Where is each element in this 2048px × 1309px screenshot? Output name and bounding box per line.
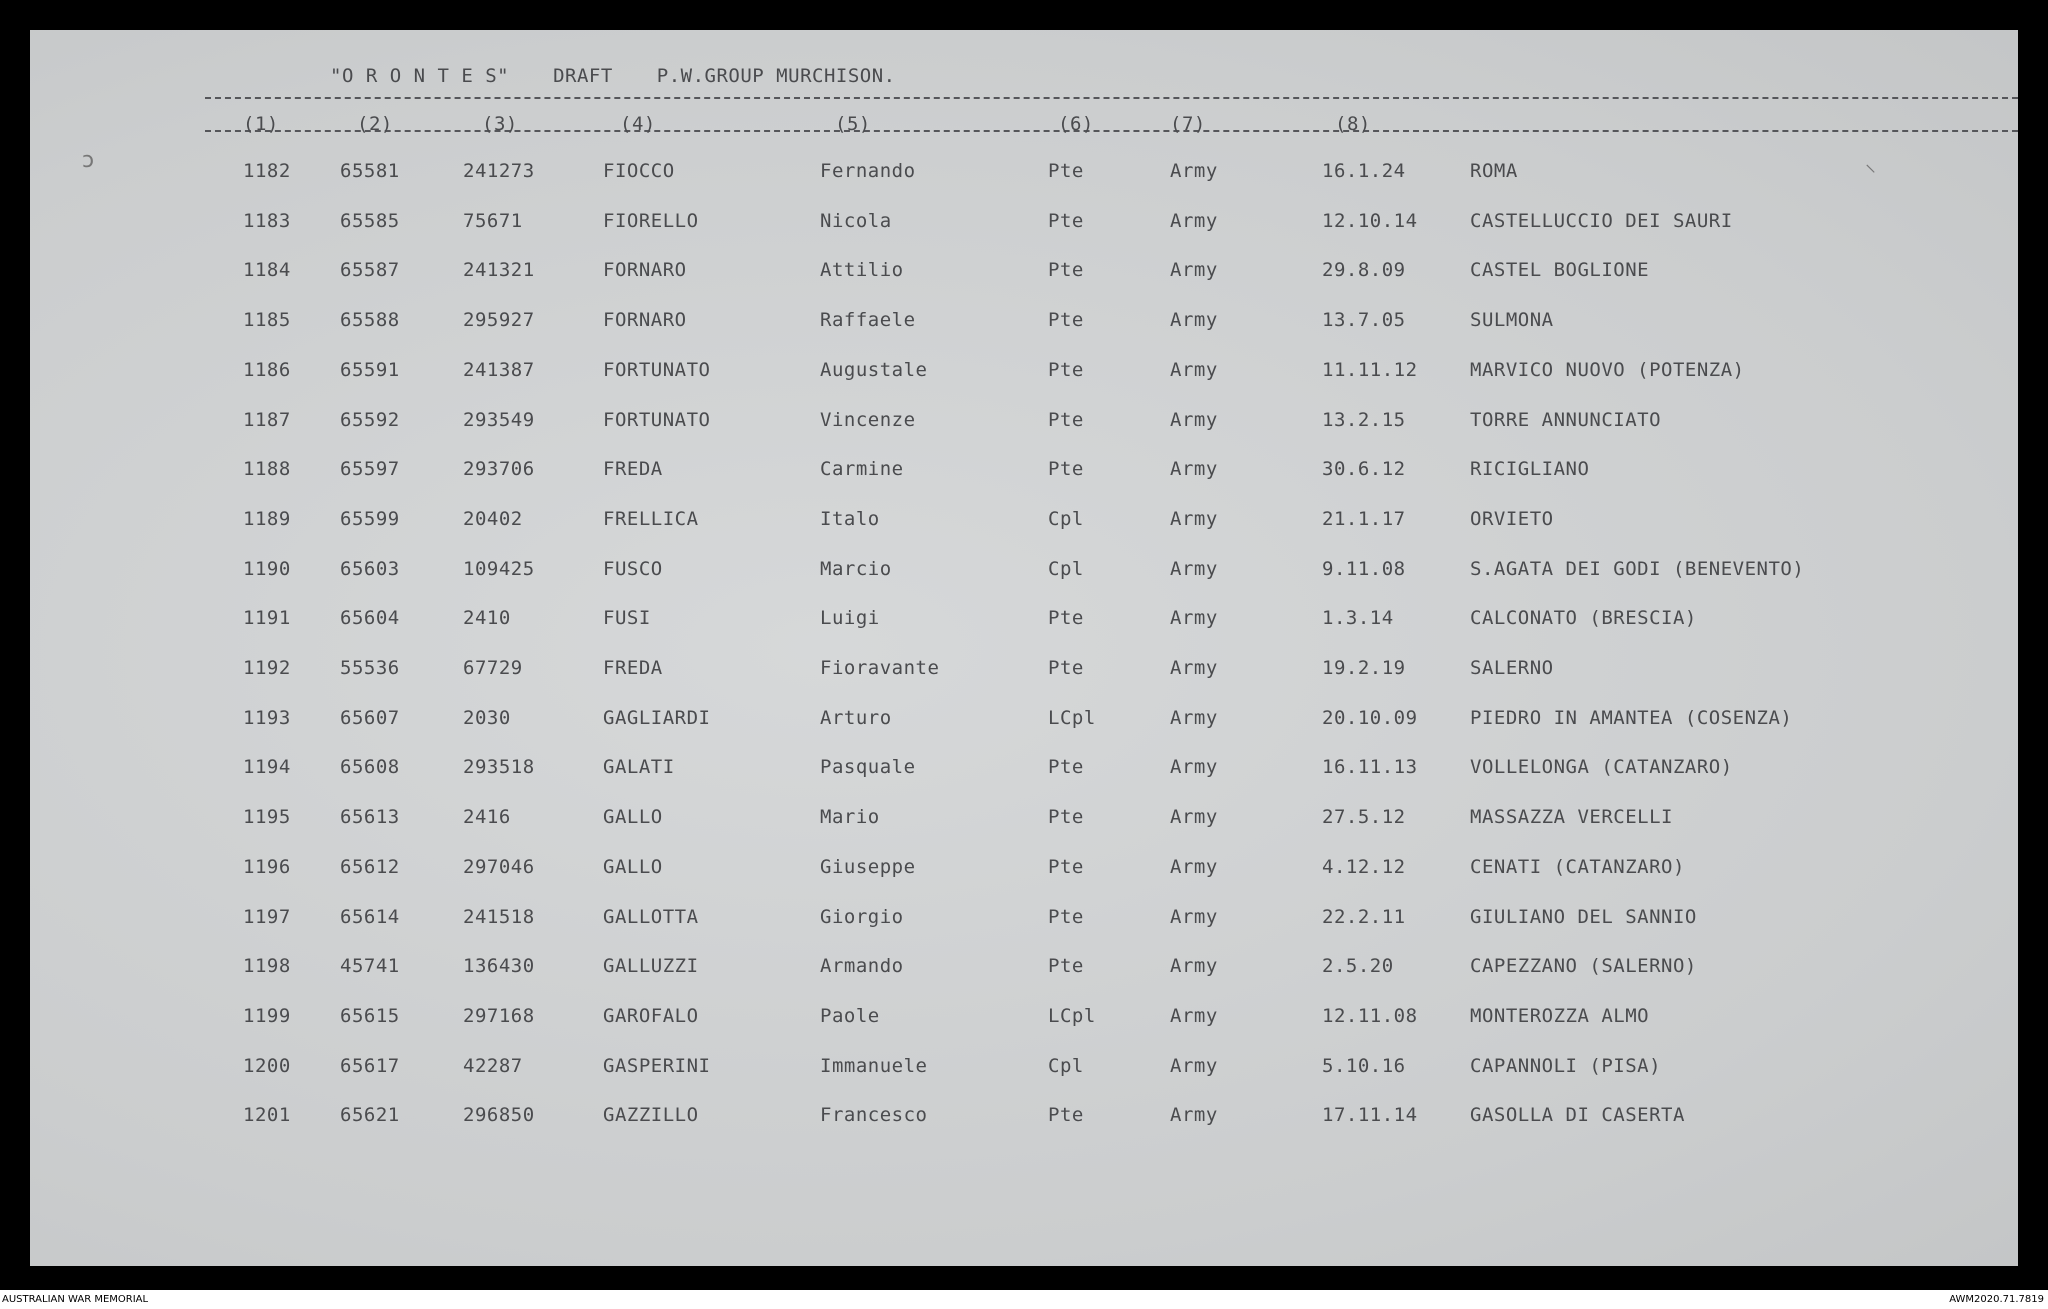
army-number-cell: 136430 [463, 955, 535, 978]
pw-number-cell: 65587 [340, 259, 400, 282]
service-cell: Army [1170, 1104, 1218, 1127]
birth-date-cell: 13.7.05 [1322, 309, 1406, 332]
given-name-cell: Immanuele [820, 1054, 928, 1077]
row-number-cell: 1201 [243, 1104, 291, 1127]
surname-cell: FREDA [603, 458, 663, 481]
table-row [30, 607, 2018, 647]
given-name-cell: Nicola [820, 209, 892, 232]
table-row [30, 906, 2018, 946]
surname-cell: FORNARO [603, 259, 687, 282]
birth-date-cell: 17.11.14 [1322, 1104, 1418, 1127]
army-number-cell: 293518 [463, 756, 535, 779]
birthplace-cell: CAPEZZANO (SALERNO) [1470, 955, 1697, 978]
table-row [30, 558, 2018, 598]
pw-number-cell: 65621 [340, 1104, 400, 1127]
service-cell: Army [1170, 458, 1218, 481]
given-name-cell: Mario [820, 806, 880, 829]
rank-cell: LCpl [1048, 706, 1096, 729]
pw-number-cell: 65585 [340, 209, 400, 232]
service-cell: Army [1170, 209, 1218, 232]
archive-footer [0, 1290, 2048, 1309]
given-name-cell: Giuseppe [820, 855, 916, 878]
birth-date-cell: 22.2.11 [1322, 905, 1406, 928]
row-number-cell: 1188 [243, 458, 291, 481]
pw-number-cell: 65591 [340, 358, 400, 381]
pw-number-cell: 65614 [340, 905, 400, 928]
birthplace-cell: PIEDRO IN AMANTEA (COSENZA) [1470, 706, 1793, 729]
birthplace-cell: MASSAZZA VERCELLI [1470, 806, 1673, 829]
army-number-cell: 241518 [463, 905, 535, 928]
row-number-cell: 1182 [243, 160, 291, 182]
column-header-1: (1) [243, 113, 279, 135]
surname-cell: FRELLICA [603, 507, 699, 530]
birth-date-cell: 29.8.09 [1322, 259, 1406, 282]
birth-date-cell: 27.5.12 [1322, 806, 1406, 829]
row-number-cell: 1192 [243, 657, 291, 679]
birthplace-cell: SULMONA [1470, 309, 1554, 332]
given-name-cell: Arturo [820, 706, 892, 729]
surname-cell: FORTUNATO [603, 358, 711, 381]
rank-cell: Pte [1048, 259, 1084, 282]
surname-cell: GAZZILLO [603, 1104, 699, 1127]
given-name-cell: Armando [820, 955, 904, 978]
army-number-cell: 2410 [463, 607, 511, 630]
document-page [30, 30, 2018, 1266]
pw-number-cell: 65599 [340, 507, 400, 530]
pw-number-cell: 65608 [340, 756, 400, 779]
row-number-cell: 1199 [243, 1004, 291, 1027]
service-cell: Army [1170, 1004, 1218, 1027]
surname-cell: FORTUNATO [603, 408, 711, 431]
service-cell: Army [1170, 905, 1218, 928]
birth-date-cell: 2.5.20 [1322, 955, 1394, 978]
column-header-3: (3) [482, 113, 518, 135]
army-number-cell: 293549 [463, 408, 535, 431]
given-name-cell: Attilio [820, 259, 904, 282]
service-cell: Army [1170, 259, 1218, 282]
given-name-cell: Pasquale [820, 756, 916, 779]
table-row [30, 359, 2018, 399]
service-cell: Army [1170, 358, 1218, 381]
surname-cell: GALLO [603, 806, 663, 829]
birthplace-cell: CASTEL BOGLIONE [1470, 259, 1650, 282]
surname-cell: GASPERINI [603, 1054, 711, 1077]
birthplace-cell: ORVIETO [1470, 507, 1554, 530]
given-name-cell: Fioravante [820, 657, 940, 679]
pw-number-cell: 65603 [340, 557, 400, 580]
pw-number-cell: 65612 [340, 855, 400, 878]
army-number-cell: 241321 [463, 259, 535, 282]
birth-date-cell: 12.11.08 [1322, 1004, 1418, 1027]
table-row [30, 756, 2018, 796]
column-header-4: (4) [620, 113, 656, 135]
rank-cell: Pte [1048, 955, 1084, 978]
surname-cell: FIORELLO [603, 209, 699, 232]
birth-date-cell: 9.11.08 [1322, 557, 1406, 580]
document-title [330, 65, 940, 87]
surname-cell: GALLOTTA [603, 905, 699, 928]
surname-cell: FORNARO [603, 309, 687, 332]
service-cell: Army [1170, 855, 1218, 878]
given-name-cell: Vincenze [820, 408, 916, 431]
given-name-cell: Raffaele [820, 309, 916, 332]
birth-date-cell: 30.6.12 [1322, 458, 1406, 481]
birth-date-cell: 16.11.13 [1322, 756, 1418, 779]
birthplace-cell: CENATI (CATANZARO) [1470, 855, 1685, 878]
birth-date-cell: 19.2.19 [1322, 657, 1406, 679]
birth-date-cell: 20.10.09 [1322, 706, 1418, 729]
surname-cell: FUSI [603, 607, 651, 630]
army-number-cell: 67729 [463, 657, 523, 679]
service-cell: Army [1170, 557, 1218, 580]
birthplace-cell: GIULIANO DEL SANNIO [1470, 905, 1697, 928]
pw-number-cell: 65588 [340, 309, 400, 332]
service-cell: Army [1170, 806, 1218, 829]
rank-cell: Pte [1048, 607, 1084, 630]
pw-number-cell: 65615 [340, 1004, 400, 1027]
accession-number: AWM2020.71.7819 [1949, 1294, 2044, 1305]
rank-cell: Pte [1048, 905, 1084, 928]
column-header-7: (7) [1170, 113, 1206, 135]
service-cell: Army [1170, 955, 1218, 978]
given-name-cell: Fernando [820, 160, 916, 182]
table-row [30, 210, 2018, 250]
birth-date-cell: 4.12.12 [1322, 855, 1406, 878]
birthplace-cell: CALCONATO (BRESCIA) [1470, 607, 1697, 630]
row-number-cell: 1185 [243, 309, 291, 332]
service-cell: Army [1170, 657, 1218, 679]
birthplace-cell: SALERNO [1470, 657, 1554, 679]
birthplace-cell: CASTELLUCCIO DEI SAURI [1470, 209, 1733, 232]
birth-date-cell: 5.10.16 [1322, 1054, 1406, 1077]
pw-number-cell: 65617 [340, 1054, 400, 1077]
army-number-cell: 2416 [463, 806, 511, 829]
table-row [30, 458, 2018, 498]
rank-cell: Pte [1048, 209, 1084, 232]
row-number-cell: 1198 [243, 955, 291, 978]
army-number-cell: 241387 [463, 358, 535, 381]
row-number-cell: 1194 [243, 756, 291, 779]
rank-cell: Cpl [1048, 1054, 1084, 1077]
header-rule-bottom [205, 130, 2018, 132]
birth-date-cell: 21.1.17 [1322, 507, 1406, 530]
given-name-cell: Italo [820, 507, 880, 530]
row-number-cell: 1195 [243, 806, 291, 829]
rank-cell: Pte [1048, 458, 1084, 481]
column-header-5: (5) [835, 113, 871, 135]
pw-number-cell: 65597 [340, 458, 400, 481]
service-cell: Army [1170, 507, 1218, 530]
army-number-cell: 241273 [463, 160, 535, 182]
rank-cell: Pte [1048, 358, 1084, 381]
given-name-cell: Marcio [820, 557, 892, 580]
army-number-cell: 297046 [463, 855, 535, 878]
row-number-cell: 1189 [243, 507, 291, 530]
birthplace-cell: MARVICO NUOVO (POTENZA) [1470, 358, 1745, 381]
army-number-cell: 42287 [463, 1054, 523, 1077]
surname-cell: GALLUZZI [603, 955, 699, 978]
given-name-cell: Paole [820, 1004, 880, 1027]
birth-date-cell: 16.1.24 [1322, 160, 1406, 182]
row-number-cell: 1196 [243, 855, 291, 878]
pw-number-cell: 45741 [340, 955, 400, 978]
pw-number-cell: 65592 [340, 408, 400, 431]
rank-cell: LCpl [1048, 1004, 1096, 1027]
table-row [30, 160, 2018, 200]
pw-number-cell: 65613 [340, 806, 400, 829]
table-row [30, 955, 2018, 995]
table-row [30, 1055, 2018, 1095]
column-header-6: (6) [1058, 113, 1094, 135]
given-name-cell: Francesco [820, 1104, 928, 1127]
army-number-cell: 75671 [463, 209, 523, 232]
army-number-cell: 296850 [463, 1104, 535, 1127]
row-number-cell: 1200 [243, 1054, 291, 1077]
given-name-cell: Giorgio [820, 905, 904, 928]
birthplace-cell: MONTEROZZA ALMO [1470, 1004, 1650, 1027]
service-cell: Army [1170, 408, 1218, 431]
group-label: P.W.GROUP MURCHISON. [656, 65, 896, 87]
service-cell: Army [1170, 756, 1218, 779]
army-number-cell: 297168 [463, 1004, 535, 1027]
service-cell: Army [1170, 309, 1218, 332]
row-number-cell: 1187 [243, 408, 291, 431]
rank-cell: Pte [1048, 756, 1084, 779]
surname-cell: GAROFALO [603, 1004, 699, 1027]
punch-mark: ɔ [82, 148, 95, 173]
army-number-cell: 295927 [463, 309, 535, 332]
row-number-cell: 1197 [243, 905, 291, 928]
ship-name: "O R O N T E S" [330, 65, 510, 87]
army-number-cell: 293706 [463, 458, 535, 481]
surname-cell: FUSCO [603, 557, 663, 580]
given-name-cell: Carmine [820, 458, 904, 481]
given-name-cell: Augustale [820, 358, 928, 381]
service-cell: Army [1170, 1054, 1218, 1077]
birthplace-cell: TORRE ANNUNCIATO [1470, 408, 1662, 431]
row-number-cell: 1193 [243, 706, 291, 729]
column-header-8: (8) [1335, 113, 1371, 135]
table-row [30, 259, 2018, 299]
birthplace-cell: ROMA [1470, 160, 1518, 182]
tape-mark: ⸜ [1865, 152, 1877, 177]
rank-cell: Cpl [1048, 557, 1084, 580]
surname-cell: GALLO [603, 855, 663, 878]
rank-cell: Cpl [1048, 507, 1084, 530]
table-row [30, 657, 2018, 697]
birthplace-cell: VOLLELONGA (CATANZARO) [1470, 756, 1733, 779]
table-row [30, 309, 2018, 349]
birthplace-cell: CAPANNOLI (PISA) [1470, 1054, 1662, 1077]
surname-cell: FIOCCO [603, 160, 675, 182]
army-number-cell: 2030 [463, 706, 511, 729]
table-row [30, 856, 2018, 896]
birth-date-cell: 12.10.14 [1322, 209, 1418, 232]
table-row [30, 1005, 2018, 1045]
service-cell: Army [1170, 706, 1218, 729]
surname-cell: FREDA [603, 657, 663, 679]
army-number-cell: 20402 [463, 507, 523, 530]
birthplace-cell: S.AGATA DEI GODI (BENEVENTO) [1470, 557, 1805, 580]
rank-cell: Pte [1048, 806, 1084, 829]
column-header-2: (2) [357, 113, 393, 135]
given-name-cell: Luigi [820, 607, 880, 630]
row-number-cell: 1190 [243, 557, 291, 580]
rank-cell: Pte [1048, 408, 1084, 431]
surname-cell: GALATI [603, 756, 675, 779]
row-number-cell: 1184 [243, 259, 291, 282]
pw-number-cell: 55536 [340, 657, 400, 679]
header-rule-top [205, 97, 2018, 99]
archive-source: AUSTRALIAN WAR MEMORIAL [2, 1294, 149, 1305]
table-row [30, 409, 2018, 449]
draft-label: DRAFT [553, 65, 613, 87]
birthplace-cell: GASOLLA DI CASERTA [1470, 1104, 1685, 1127]
birth-date-cell: 13.2.15 [1322, 408, 1406, 431]
service-cell: Army [1170, 160, 1218, 182]
rank-cell: Pte [1048, 309, 1084, 332]
army-number-cell: 109425 [463, 557, 535, 580]
row-number-cell: 1186 [243, 358, 291, 381]
table-row [30, 508, 2018, 548]
service-cell: Army [1170, 607, 1218, 630]
table-row [30, 1104, 2018, 1144]
birthplace-cell: RICIGLIANO [1470, 458, 1590, 481]
rank-cell: Pte [1048, 855, 1084, 878]
pw-number-cell: 65607 [340, 706, 400, 729]
birth-date-cell: 1.3.14 [1322, 607, 1394, 630]
birth-date-cell: 11.11.12 [1322, 358, 1418, 381]
table-row [30, 806, 2018, 846]
row-number-cell: 1183 [243, 209, 291, 232]
pw-number-cell: 65581 [340, 160, 400, 182]
pw-number-cell: 65604 [340, 607, 400, 630]
row-number-cell: 1191 [243, 607, 291, 630]
surname-cell: GAGLIARDI [603, 706, 711, 729]
rank-cell: Pte [1048, 1104, 1084, 1127]
rank-cell: Pte [1048, 657, 1084, 679]
rank-cell: Pte [1048, 160, 1084, 182]
table-row [30, 707, 2018, 747]
